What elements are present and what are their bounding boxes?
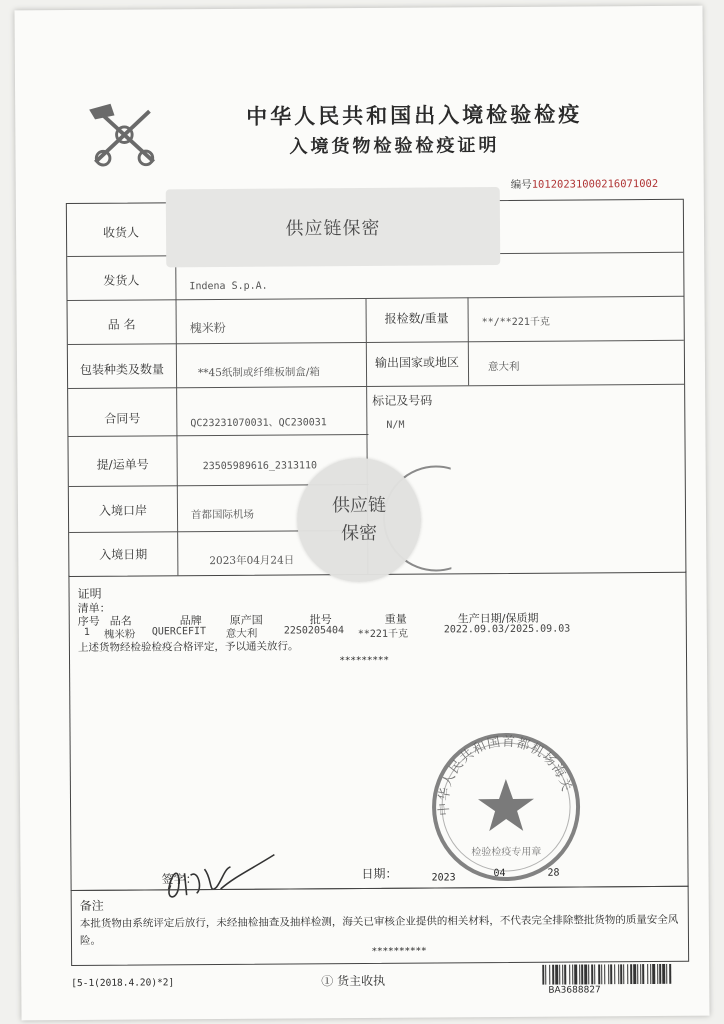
sign-date-day: 28 [547,867,560,879]
port-value: 首都国际机场 [190,508,255,522]
barcode-text: BA3688827 [548,985,601,996]
product-value: 槐米粉 [189,320,226,336]
col-brand: 品牌 [179,614,202,628]
row-name: 槐米粉 [103,628,136,641]
col-name: 品名 [109,614,132,628]
redaction-circle [297,458,422,583]
row-batch: 22S0205404 [283,625,345,637]
row-brand: QUERCEFIT [151,626,207,638]
packaging-label: 包装种类及数量 [79,362,165,377]
serial-label: 编号 [510,178,532,191]
col-origin: 原产国 [229,613,263,627]
consignee-label: 收货人 [102,225,140,240]
sign-date-label: 日期： [361,866,398,882]
official-seal-icon [428,728,585,885]
redaction-box: 供应链保密 [166,187,501,267]
certificate-title: 证明 [77,586,102,601]
contract-label: 合同号 [104,411,141,426]
bl-value: 23505989616_2313110 [202,460,318,473]
row-no: 1 [83,626,90,638]
remarks-stars: ********** [372,946,428,957]
entry-date-label: 入境日期 [99,547,148,562]
sign-date-year: 2023 [431,872,456,884]
sign-date-month: 04 [493,868,506,880]
barcode-icon [542,964,672,985]
packaging-value: **45纸制或纤维板制盒/箱 [197,366,320,380]
copy-label: ① 货主收执 [321,973,386,989]
row-weight: **221千克 [357,628,408,641]
marks-label: 标记及号码 [372,393,433,408]
quantity-label: 报检数/重量 [384,311,449,326]
seal-bottom-text: 检验检疫专用章 [471,846,542,859]
quantity-value: **/**221千克 [481,316,550,329]
origin-value: 意大利 [487,360,520,374]
product-label: 品 名 [107,317,136,332]
marks-value: N/M [386,419,405,431]
col-no: 序号 [77,614,100,628]
col-dates: 生产日期/保质期 [457,611,539,626]
sign-label: 签字： [161,872,198,887]
consignor-label: 发货人 [103,273,140,288]
document-subtitle: 入境货物检验检疫证明 [289,135,500,158]
row-origin: 意大利 [225,627,258,640]
seal-text: 中华人民共和国首都机场海关 [436,734,574,817]
origin-label: 输出国家或地区 [374,355,459,370]
consignor-value: Indena S.p.A. [189,280,268,293]
row-dates: 2022.09.03/2025.09.03 [443,623,571,636]
certificate-section [68,571,688,891]
form-code: [5-1(2018.4.20)*2] [71,977,175,990]
bl-label: 提/运单号 [96,457,149,472]
certificate-page [14,6,709,1021]
serial-number [511,176,659,192]
document-title: 中华人民共和国出入境检验检疫 [246,101,583,129]
certificate-statement: 上述货物经检验检疫合格评定，予以通关放行。 [77,640,299,654]
entry-date-value: 2023年04月24日 [209,554,295,568]
list-label: 清单： [77,601,111,615]
certificate-stars: ********* [339,655,390,667]
contract-value: QC23231070031、QC230031 [190,417,327,430]
remarks-text: 本批货物由系统评定后放行，未经抽检抽查及抽样检测，海关已审核企业提供的相关材料，不代表完全排除整批货物的质量安全风险。 [79,913,679,947]
col-weight: 重量 [384,612,407,626]
col-batch: 批号 [309,613,332,627]
port-label: 入境口岸 [98,503,148,518]
serial-value: 101202310002160710​02 [531,177,659,191]
remarks-title: 备注 [79,898,104,913]
redaction-circle-line1: 供应链 [331,494,387,517]
remarks-section [71,886,690,966]
redaction-circle-line2: 保密 [341,522,378,545]
